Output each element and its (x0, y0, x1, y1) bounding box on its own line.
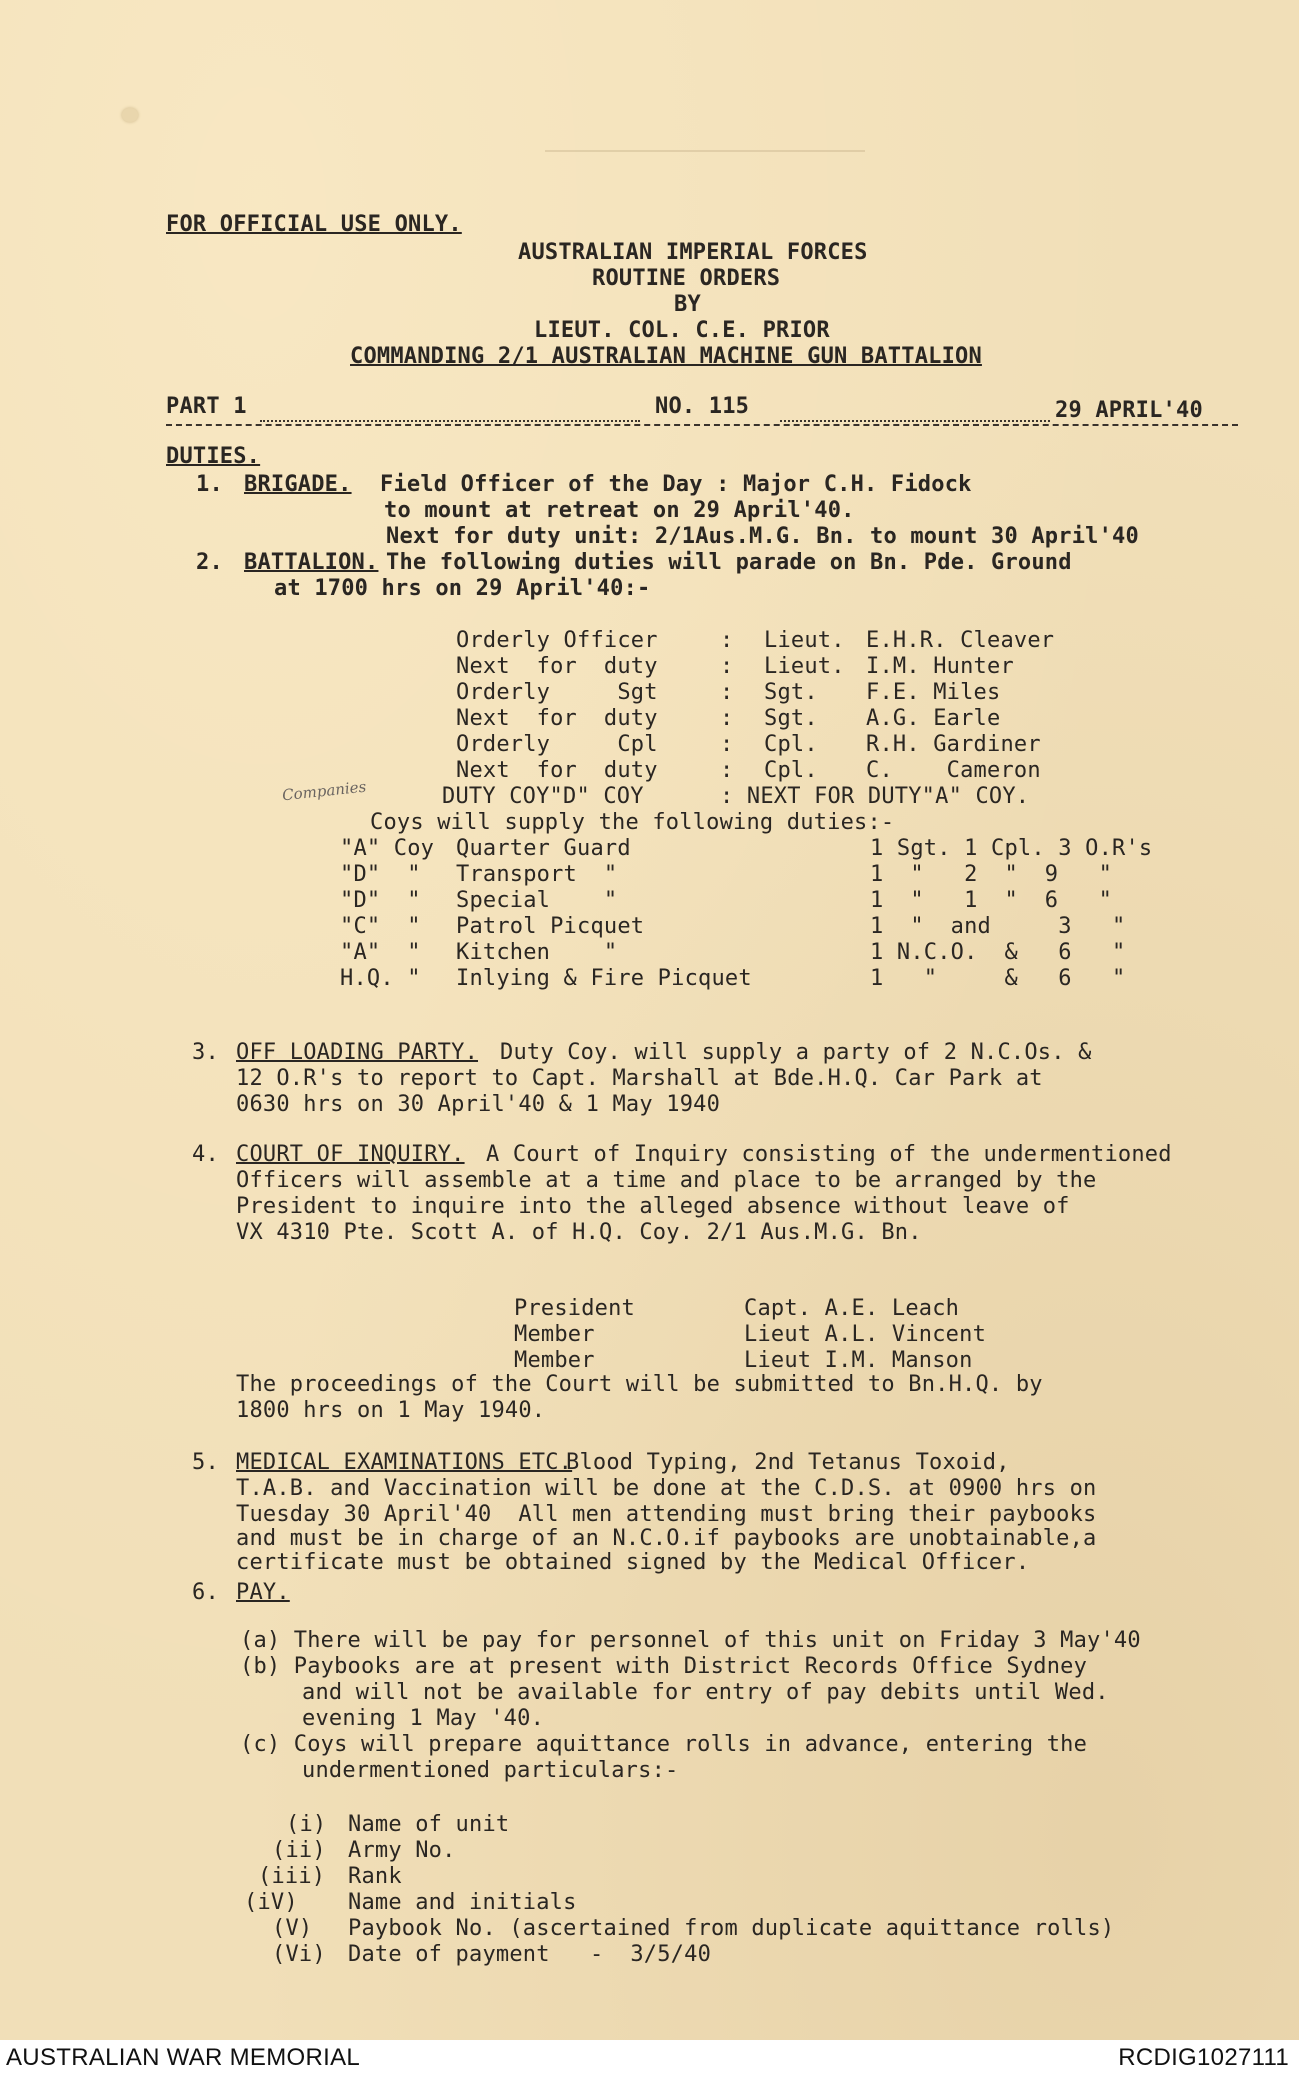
list-item: Rank (348, 1864, 402, 1889)
roster-name: C. Cameron (866, 758, 1041, 783)
text-line: and must be in charge of an N.C.O.if paybooks are unobtainable,a (236, 1526, 1097, 1551)
list-marker: (Vi) (272, 1942, 326, 1967)
roster-name: A.G. Earle (866, 706, 1001, 731)
part-label: PART 1 (166, 394, 247, 419)
roster-name: E.H.R. Cleaver (866, 628, 1055, 653)
roster-rank: Lieut. (764, 628, 845, 653)
member-name: Lieut A.L. Vincent (744, 1322, 987, 1347)
section-title: BATTALION. (244, 550, 379, 575)
text-line: (a) There will be pay for personnel of this unit on Friday 3 May'40 (240, 1628, 1141, 1653)
section-number: 5. (192, 1450, 219, 1475)
roster-sep: : (720, 628, 734, 653)
supply-line: Coys will supply the following duties:- (370, 810, 895, 835)
header-line-1: AUSTRALIAN IMPERIAL FORCES (518, 240, 868, 265)
dotted-rule (260, 420, 640, 422)
text-line: Next for duty unit: 2/1Aus.M.G. Bn. to mount 30 April'40 (386, 524, 1139, 549)
member-role: Member (514, 1322, 595, 1347)
text-line: to mount at retreat on 29 April'40. (384, 498, 855, 523)
list-item: Date of payment - 3/5/40 (348, 1942, 712, 1967)
section-title: OFF LOADING PARTY. (236, 1040, 479, 1065)
member-name: Lieut I.M. Manson (744, 1348, 973, 1373)
roster-role: Next for duty (456, 706, 658, 731)
member-name: Capt. A.E. Leach (744, 1296, 960, 1321)
order-date: 29 APRIL'40 (1055, 398, 1203, 423)
supply-duty: Patrol Picquet (456, 914, 645, 939)
header-line-3: BY (674, 292, 701, 317)
roster-role: Next for duty (456, 654, 658, 679)
text-line: (c) Coys will prepare aquittance rolls in advance, entering the (240, 1732, 1088, 1757)
text-line: President to inquire into the alleged absence without leave of (236, 1194, 1070, 1219)
text-line: at 1700 hrs on 29 April'40:- (274, 576, 651, 601)
roster-sep: : (720, 706, 734, 731)
header-line-5: COMMANDING 2/1 AUSTRALIAN MACHINE GUN BATTALION (350, 344, 982, 369)
roster-sep: : (720, 732, 734, 757)
supply-coy: "A" Coy (340, 836, 435, 861)
roster-name: F.E. Miles (866, 680, 1001, 705)
punch-hole (122, 108, 138, 122)
supply-coy: "D" " (340, 862, 421, 887)
header-line-2: ROUTINE ORDERS (592, 266, 781, 291)
supply-req: 1 " 2 " 9 " (870, 862, 1113, 887)
section-number: 3. (192, 1040, 219, 1065)
supply-req: 1 " 1 " 6 " (870, 888, 1113, 913)
text-line: Duty Coy. will supply a party of 2 N.C.Os. & (500, 1040, 1092, 1065)
roster-name: I.M. Hunter (866, 654, 1014, 679)
supply-req: 1 " & 6 " (870, 966, 1126, 991)
supply-req: 1 N.C.O. & 6 " (870, 940, 1126, 965)
supply-coy: "C" " (340, 914, 421, 939)
roster-rank: Cpl. (764, 758, 818, 783)
supply-duty: Kitchen " (456, 940, 618, 965)
text-line: Blood Typing, 2nd Tetanus Toxoid, (566, 1450, 1010, 1475)
handwritten-annotation: Companies (281, 777, 368, 805)
section-title: COURT OF INQUIRY. (236, 1142, 465, 1167)
roster-sep: : (720, 654, 734, 679)
list-marker: (iV) (244, 1890, 298, 1915)
supply-req: 1 " and 3 " (870, 914, 1126, 939)
list-item: Name and initials (348, 1890, 577, 1915)
fold-crease (545, 150, 865, 152)
text-line: The following duties will parade on Bn. Pde. Ground (386, 550, 1072, 575)
roster-role: Orderly Sgt (456, 680, 658, 705)
order-number: NO. 115 (655, 394, 750, 419)
list-item: Name of unit (348, 1812, 510, 1837)
section-number: 2. (196, 550, 223, 575)
text-line: 1800 hrs on 1 May 1940. (236, 1398, 546, 1423)
list-marker: (V) (272, 1916, 313, 1941)
text-line: 12 O.R's to report to Capt. Marshall at Bde.H.Q. Car Park at (236, 1066, 1043, 1091)
section-number: 1. (196, 472, 223, 497)
text-line: evening 1 May '40. (302, 1706, 545, 1731)
supply-coy: "A" " (340, 940, 421, 965)
list-marker: (iii) (258, 1864, 326, 1889)
list-marker: (i) (286, 1812, 327, 1837)
member-role: Member (514, 1348, 595, 1373)
duty-coy: DUTY COY"D" COY (442, 784, 644, 809)
text-line: Tuesday 30 April'40 All men attending must bring their paybooks (236, 1502, 1097, 1527)
list-item: Paybook No. (ascertained from duplicate aquittance rolls) (348, 1916, 1115, 1941)
text-line: certificate must be obtained signed by the Medical Officer. (236, 1550, 1030, 1575)
supply-req: 1 Sgt. 1 Cpl. 3 O.R's (870, 836, 1153, 861)
section-number: 6. (192, 1580, 219, 1605)
next-duty-coy: : NEXT FOR DUTY"A" COY. (720, 784, 1030, 809)
list-item: Army No. (348, 1838, 456, 1863)
roster-sep: : (720, 680, 734, 705)
roster-rank: Sgt. (764, 706, 818, 731)
member-role: President (514, 1296, 636, 1321)
supply-coy: "D" " (340, 888, 421, 913)
roster-rank: Sgt. (764, 680, 818, 705)
text-line: VX 4310 Pte. Scott A. of H.Q. Coy. 2/1 Aus.M.G. Bn. (236, 1220, 922, 1245)
roster-rank: Lieut. (764, 654, 845, 679)
header-line-4: LIEUT. COL. C.E. PRIOR (534, 318, 830, 343)
text-line: Field Officer of the Day : Major C.H. Fidock (380, 472, 972, 497)
supply-duty: Quarter Guard (456, 836, 631, 861)
text-line: T.A.B. and Vaccination will be done at the C.D.S. at 0900 hrs on (236, 1476, 1097, 1501)
roster-role: Orderly Cpl (456, 732, 658, 757)
footer-archive-name: AUSTRALIAN WAR MEMORIAL (6, 2044, 361, 2071)
text-line: The proceedings of the Court will be submitted to Bn.H.Q. by (236, 1372, 1043, 1397)
supply-duty: Transport " (456, 862, 618, 887)
roster-role: Orderly Officer (456, 628, 658, 653)
supply-duty: Special " (456, 888, 618, 913)
supply-coy: H.Q. " (340, 966, 421, 991)
roster-rank: Cpl. (764, 732, 818, 757)
section-title: PAY. (236, 1580, 290, 1605)
list-marker: (ii) (272, 1838, 326, 1863)
section-title: MEDICAL EXAMINATIONS ETC. (236, 1450, 573, 1475)
supply-duty: Inlying & Fire Picquet (456, 966, 752, 991)
text-line: 0630 hrs on 30 April'40 & 1 May 1940 (236, 1092, 721, 1117)
text-line: A Court of Inquiry consisting of the undermentioned (486, 1142, 1172, 1167)
text-line: undermentioned particulars:- (302, 1758, 679, 1783)
roster-name: R.H. Gardiner (866, 732, 1041, 757)
footer-item-id: RCDIG1027111 (1118, 2044, 1289, 2071)
separator-rule (166, 424, 1238, 426)
section-title: BRIGADE. (244, 472, 352, 497)
dotted-rule (780, 420, 1050, 422)
section-number: 4. (192, 1142, 219, 1167)
text-line: Officers will assemble at a time and place to be arranged by the (236, 1168, 1097, 1193)
classification: FOR OFFICIAL USE ONLY. (166, 212, 462, 237)
roster-sep: : (720, 758, 734, 783)
text-line: (b) Paybooks are at present with District Records Office Sydney (240, 1654, 1088, 1679)
roster-role: Next for duty (456, 758, 658, 783)
duties-heading: DUTIES. (166, 444, 261, 469)
text-line: and will not be available for entry of pay debits until Wed. (302, 1680, 1109, 1705)
